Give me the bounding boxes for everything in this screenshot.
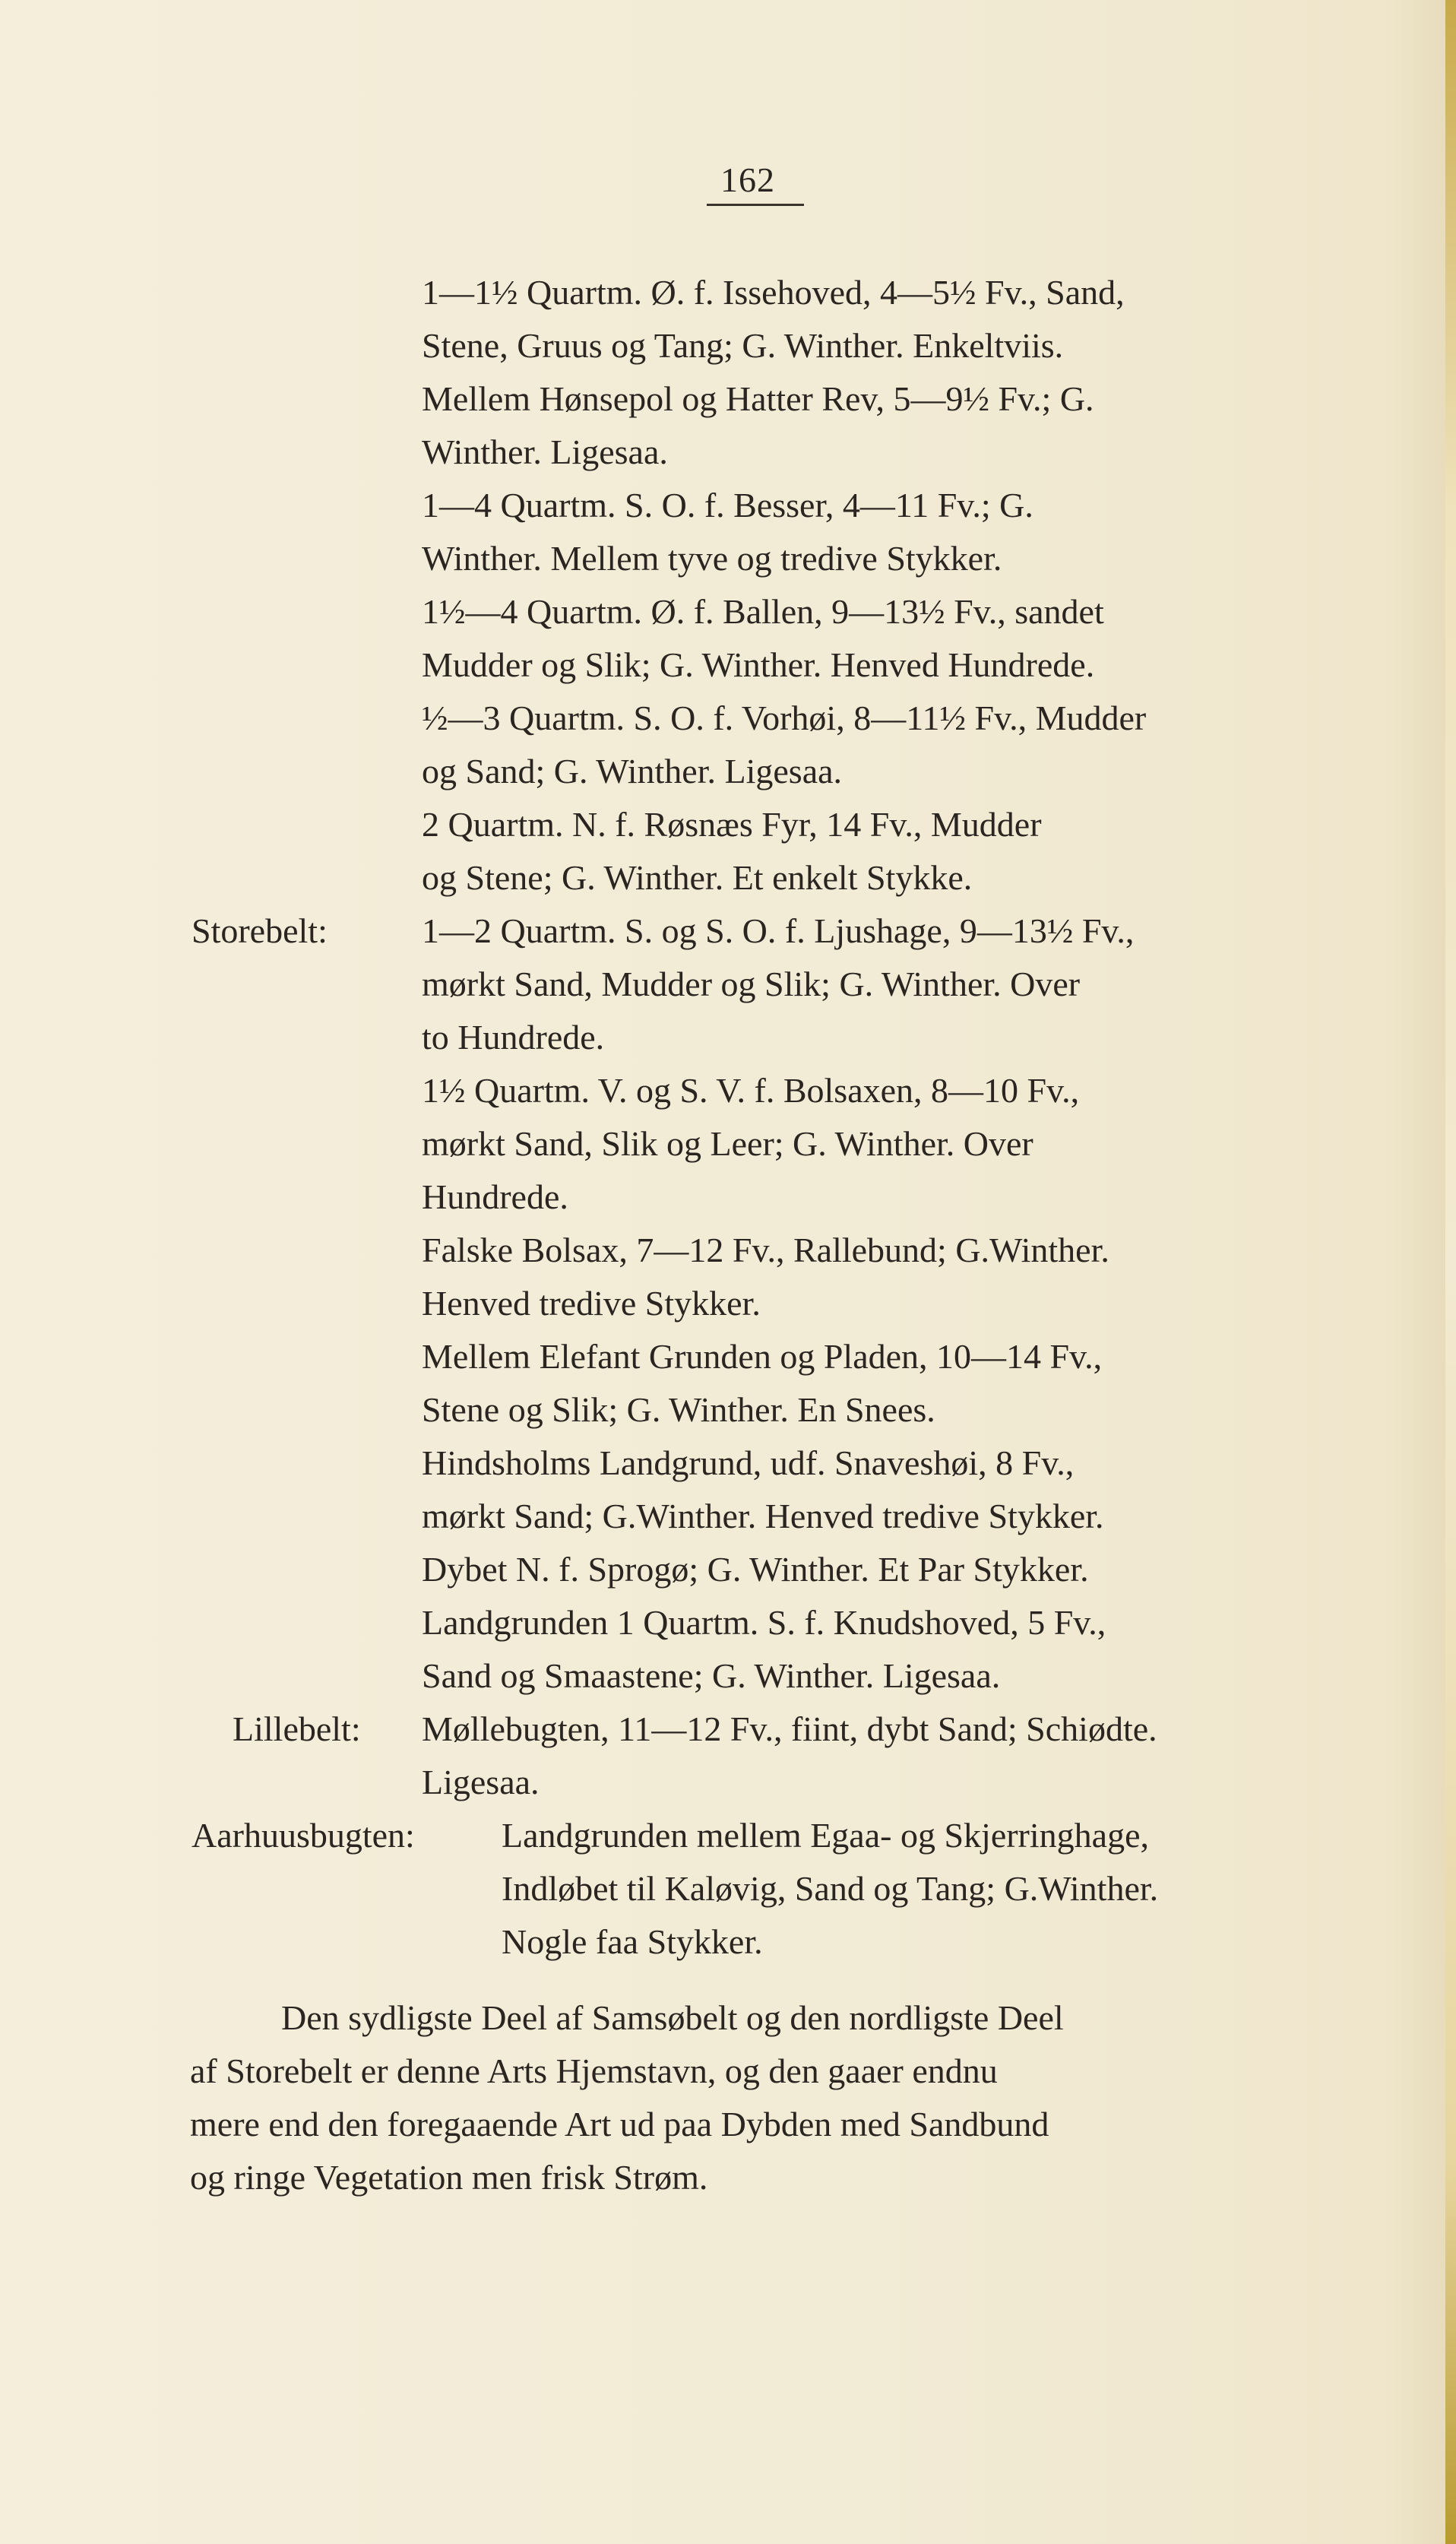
entry-line: mørkt Sand, Slik og Leer; G. Winther. Over: [422, 1124, 1033, 1163]
entry-line: Winther. Ligesaa.: [422, 432, 668, 471]
entry-line: Ligesaa.: [422, 1763, 540, 1801]
entry-line: Hindsholms Landgrund, udf. Snaveshøi, 8 Fv.,: [422, 1443, 1075, 1482]
entry-line: Møllebugten, 11—12 Fv., fiint, dybt Sand; Schiødte.: [422, 1709, 1157, 1748]
paragraph-line: mere end den foregaaende Art ud paa Dybden med Sandbund: [190, 2105, 1049, 2143]
entry-line: to Hundrede.: [422, 1018, 605, 1057]
entry-line: Landgrunden 1 Quartm. S. f. Knudshoved, 5 Fv.,: [422, 1603, 1106, 1642]
entry-line: og Sand; G. Winther. Ligesaa.: [422, 752, 843, 790]
entry-line: Sand og Smaastene; G. Winther. Ligesaa.: [422, 1656, 1001, 1695]
entry-line: 1—4 Quartm. S. O. f. Besser, 4—11 Fv.; G.: [422, 486, 1033, 524]
entry-line: Winther. Mellem tyve og tredive Stykker.: [422, 539, 1002, 578]
entry-line: Henved tredive Stykker.: [422, 1284, 761, 1323]
page-number: 162: [720, 160, 775, 199]
page-number-rule: [707, 204, 804, 206]
entry-line: 1—1½ Quartm. Ø. f. Issehoved, 4—5½ Fv., Sand,: [422, 273, 1125, 312]
entry-line: Indløbet til Kaløvig, Sand og Tang; G.Winther.: [502, 1869, 1159, 1908]
paragraph-line: Den sydligste Deel af Samsøbelt og den nordligste Deel: [281, 1998, 1064, 2037]
entry-line: Stene og Slik; G. Winther. En Snees.: [422, 1390, 935, 1429]
entry-line: og Stene; G. Winther. Et enkelt Stykke.: [422, 858, 973, 897]
entry-line: 1½ Quartm. V. og S. V. f. Bolsaxen, 8—10 Fv.,: [422, 1071, 1080, 1110]
entry-line: Falske Bolsax, 7—12 Fv., Rallebund; G.Winther.: [422, 1231, 1109, 1269]
section-label-lillebelt: Lillebelt:: [233, 1709, 361, 1748]
paragraph-line: af Storebelt er denne Arts Hjemstavn, og den gaaer endnu: [190, 2051, 998, 2090]
entry-line: 1½—4 Quartm. Ø. f. Ballen, 9—13½ Fv., sandet: [422, 592, 1104, 631]
entry-line: Landgrunden mellem Egaa- og Skjerringhage,: [502, 1816, 1149, 1855]
entry-line: 1—2 Quartm. S. og S. O. f. Ljushage, 9—13½ Fv.,: [422, 911, 1135, 950]
entry-line: mørkt Sand; G.Winther. Henved tredive Stykker.: [422, 1497, 1104, 1535]
entry-line: Hundrede.: [422, 1177, 568, 1216]
entry-line: mørkt Sand, Mudder og Slik; G. Winther. Over: [422, 965, 1081, 1003]
entry-line: Mellem Hønsepol og Hatter Rev, 5—9½ Fv.; G.: [422, 379, 1094, 418]
entry-line: Nogle faa Stykker.: [502, 1922, 763, 1961]
entry-line: ½—3 Quartm. S. O. f. Vorhøi, 8—11½ Fv., Mudder: [422, 699, 1147, 737]
section-label-aarhuusbugten: Aarhuusbugten:: [191, 1816, 415, 1855]
entry-line: Dybet N. f. Sprogø; G. Winther. Et Par Stykker.: [422, 1550, 1089, 1589]
entry-line: Mudder og Slik; G. Winther. Henved Hundrede.: [422, 645, 1095, 684]
section-label-storebelt: Storebelt:: [191, 911, 328, 950]
entry-line: 2 Quartm. N. f. Røsnæs Fyr, 14 Fv., Mudder: [422, 805, 1042, 844]
page-edge: [1445, 0, 1456, 2544]
entry-line: Mellem Elefant Grunden og Pladen, 10—14 Fv.,: [422, 1337, 1103, 1376]
paragraph-line: og ringe Vegetation men frisk Strøm.: [190, 2158, 708, 2197]
entry-line: Stene, Gruus og Tang; G. Winther. Enkeltviis.: [422, 326, 1064, 365]
